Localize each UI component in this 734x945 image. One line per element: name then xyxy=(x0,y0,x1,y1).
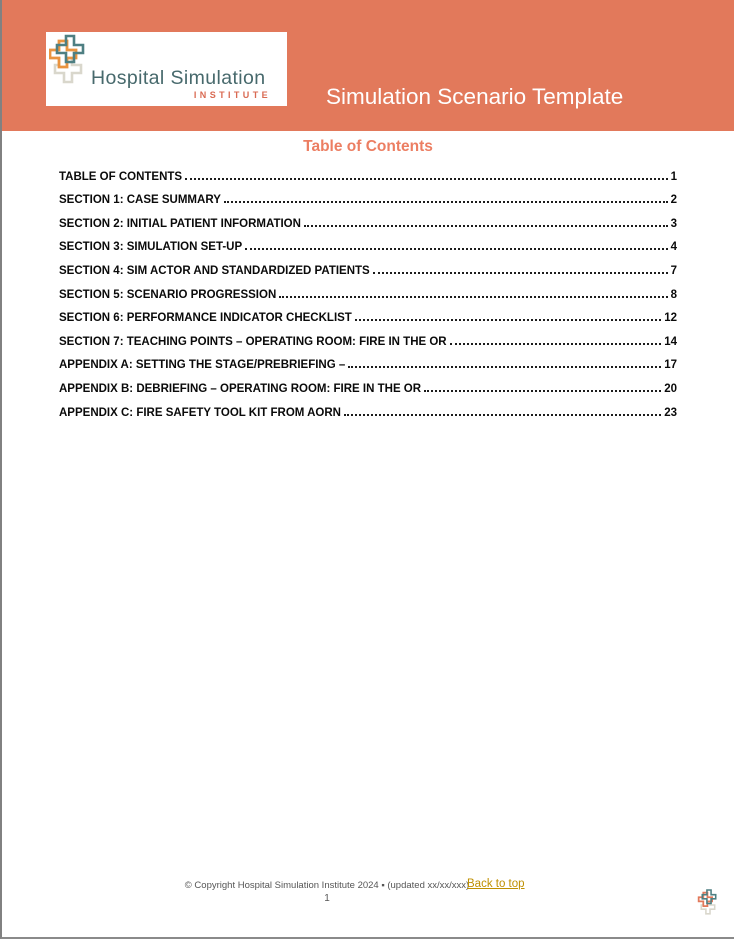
toc-entry[interactable] xyxy=(59,159,677,183)
copyright-text: © Copyright Hospital Simulation Institute 2024 ▪ (updated xx/xx/xxx) xyxy=(184,880,470,891)
toc-leader-dots xyxy=(373,272,668,274)
toc-entry-label: SECTION 7: TEACHING POINTS – OPERATING ROOM: FIRE IN THE OR xyxy=(59,335,447,348)
document-title: Simulation Scenario Template xyxy=(326,84,624,109)
toc-leader-dots xyxy=(450,343,662,345)
toc-leader-dots xyxy=(279,296,667,298)
toc-entry-label: APPENDIX C: FIRE SAFETY TOOL KIT FROM AORN xyxy=(59,406,341,419)
back-to-top-link[interactable]: Back to top xyxy=(467,878,525,890)
toc-entry-page: 12 xyxy=(664,312,677,325)
header-band xyxy=(2,0,734,131)
toc-entry-label: SECTION 5: SCENARIO PROGRESSION xyxy=(59,288,277,301)
toc-leader-dots xyxy=(355,319,661,321)
toc-entry-page: 2 xyxy=(670,194,677,207)
page-number: 1 xyxy=(324,893,330,904)
toc-entry-label: TABLE OF CONTENTS xyxy=(59,170,183,183)
toc-entry-label: APPENDIX B: DEBRIEFING – OPERATING ROOM: FIRE IN THE OR xyxy=(59,382,422,395)
toc-heading: Table of Contents xyxy=(303,138,433,155)
toc-entry[interactable] xyxy=(59,277,677,301)
toc-entry[interactable] xyxy=(59,395,677,419)
hsi-cross-footer-icon xyxy=(697,889,721,919)
toc-entry-page: 3 xyxy=(670,217,677,230)
toc-leader-dots xyxy=(348,366,661,368)
toc-entry-label: SECTION 6: PERFORMANCE INDICATOR CHECKLIST xyxy=(59,312,352,325)
toc-list xyxy=(59,159,677,419)
hsi-cross-logo-icon xyxy=(49,34,91,92)
toc-entry-page: 17 xyxy=(664,359,677,372)
toc-entry-page: 1 xyxy=(670,170,677,183)
toc-entry-label: SECTION 3: SIMULATION SET-UP xyxy=(59,241,243,254)
toc-entry-page: 20 xyxy=(664,382,677,395)
toc-entry[interactable] xyxy=(59,348,677,372)
logo-institute-text: INSTITUTE xyxy=(193,90,271,100)
hospital-simulation-logo xyxy=(46,32,287,106)
toc-entry[interactable] xyxy=(59,324,677,348)
toc-entry-page: 7 xyxy=(670,264,677,277)
toc-entry[interactable] xyxy=(59,253,677,277)
toc-entry-label: SECTION 4: SIM ACTOR AND STANDARDIZED PATIENTS xyxy=(59,264,370,277)
toc-entry[interactable] xyxy=(59,183,677,207)
toc-entry-page: 14 xyxy=(664,335,677,348)
toc-entry[interactable] xyxy=(59,371,677,395)
toc-leader-dots xyxy=(185,178,668,180)
toc-leader-dots xyxy=(224,201,668,203)
toc-entry[interactable] xyxy=(59,230,677,254)
toc-entry-label: APPENDIX A: SETTING THE STAGE/PREBRIEFING – xyxy=(59,359,346,372)
toc-leader-dots xyxy=(245,248,667,250)
toc-entry-label: SECTION 2: INITIAL PATIENT INFORMATION xyxy=(59,217,301,230)
toc-leader-dots xyxy=(344,414,661,416)
toc-leader-dots xyxy=(304,225,668,227)
toc-entry[interactable] xyxy=(59,301,677,325)
toc-leader-dots xyxy=(424,390,661,392)
toc-entry-page: 4 xyxy=(670,241,677,254)
toc-entry-page: 8 xyxy=(670,288,677,301)
logo-name-text: Hospital Simulation xyxy=(91,67,266,89)
toc-entry-page: 23 xyxy=(664,406,677,419)
toc-entry[interactable] xyxy=(59,206,677,230)
toc-entry-label: SECTION 1: CASE SUMMARY xyxy=(59,194,221,207)
